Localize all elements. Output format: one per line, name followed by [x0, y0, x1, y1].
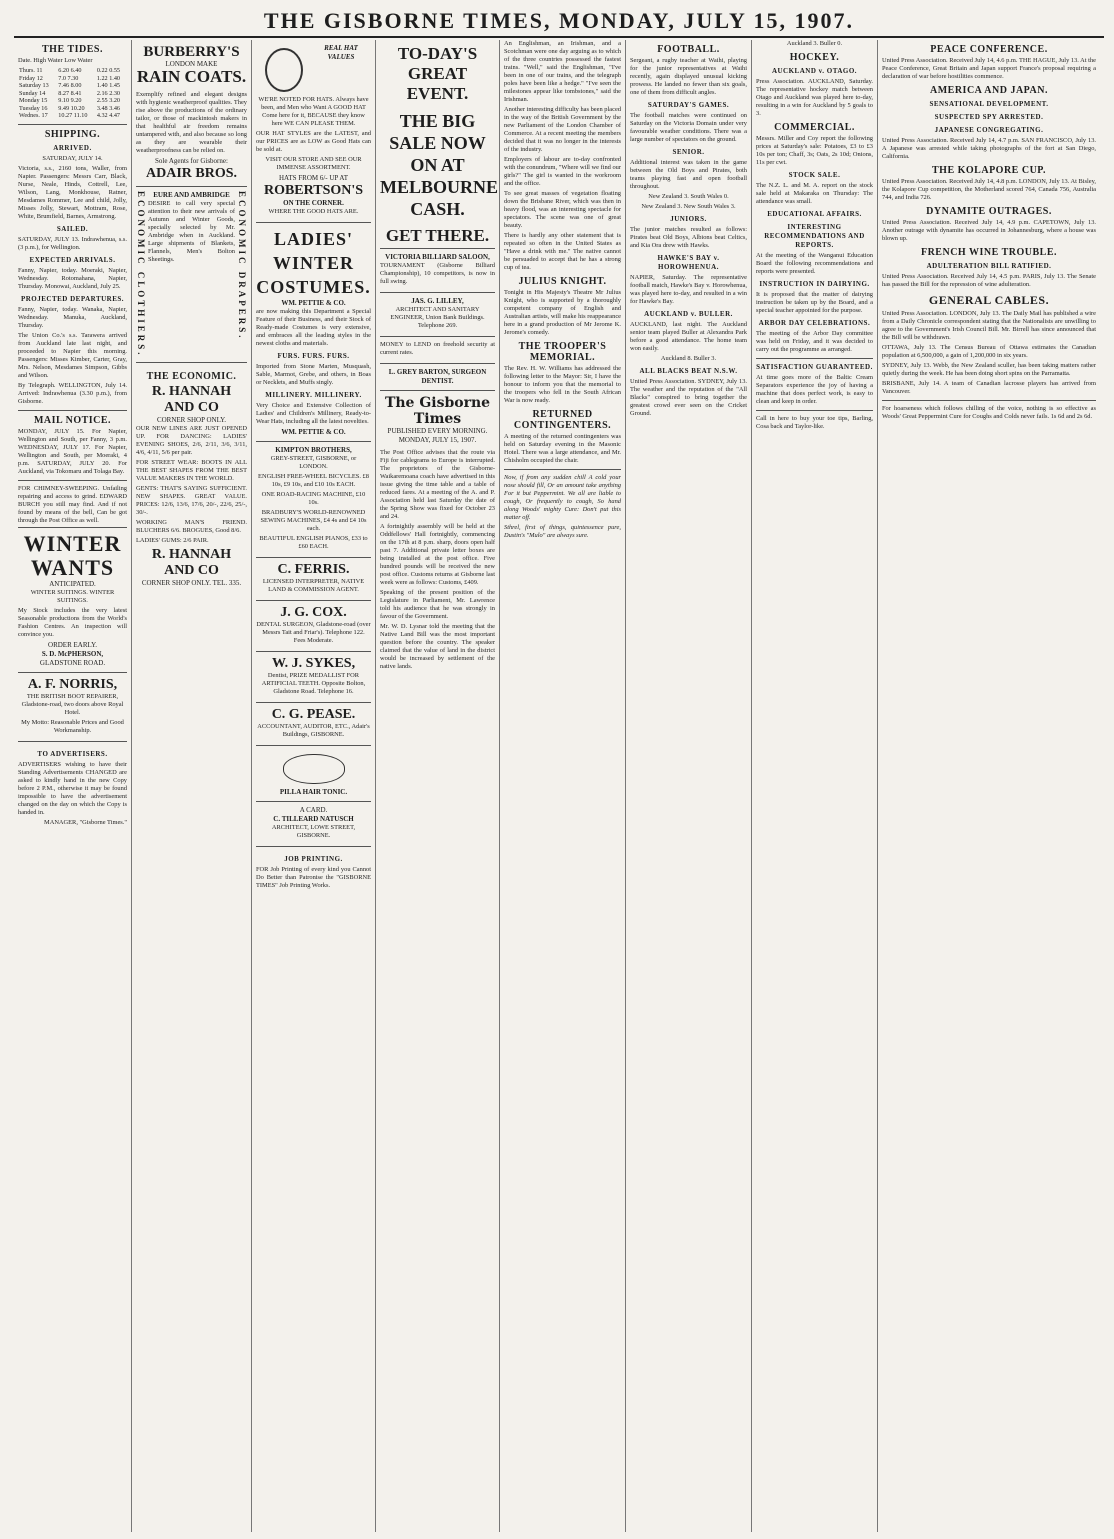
- tides-cell: 1.22 1.40: [96, 74, 121, 82]
- tides-cell: 9.10 9.20: [58, 97, 82, 104]
- winter-sub: ANTICIPATED.: [49, 579, 96, 588]
- tides-cell: 3.48 3.46: [96, 104, 121, 112]
- news-paragraph-5-5: There is hardly any other statement that is repeated so often in the United States as "Have a drink with me." The native cannot be persuaded to accept that he has a strong cup of tea.: [504, 232, 621, 271]
- tides-table: [18, 67, 127, 120]
- tides-cell: Tuesday 16: [19, 104, 48, 112]
- score-3: Auckland 8. Buller 3.: [660, 355, 717, 362]
- hawkes-heading: HAWKE'S BAY v. HOROWHENUA.: [657, 254, 720, 271]
- tides-cell: 9.49 10.20: [58, 104, 85, 112]
- shipping-heading: SHIPPING.: [44, 128, 101, 140]
- sykes-title: W. J. SYKES,: [271, 656, 356, 671]
- tides-row: [18, 97, 127, 105]
- allblacks-heading: ALL BLACKS BEAT N.S.W.: [639, 367, 738, 375]
- column-5: [500, 40, 626, 1532]
- tides-cell: 7.46 8.00: [58, 82, 82, 89]
- peace-heading: PEACE CONFERENCE.: [930, 44, 1048, 55]
- stock-heading: STOCK SALE.: [788, 171, 841, 179]
- hockey-text: Press Association. AUCKLAND, Saturday. The representative hockey match between Otago and Auckland was played here to-day, resulting in a win for Auckland by 5 goals to 3.: [756, 78, 873, 117]
- cox-sub: DENTAL SURGEON, Gladstone-road (over Messrs Tait and Friar's). Telephone 122. Fees Moderate.: [256, 621, 371, 644]
- masthead: [14, 6, 1104, 38]
- big-sale-title: THE BIG SALE NOW ON AT MELBOURNE CASH.: [380, 111, 499, 219]
- tides-row: [18, 67, 127, 75]
- money-text: MONEY to LEND on freehold security at current rates.: [380, 341, 495, 356]
- ottawa-text: OTTAWA, July 13. The Census Bureau of Ottawa estimates the Canadian population at 6,500,000, a gain of 1,200,000 in six years.: [882, 344, 1096, 359]
- saturday-text: The football matches were continued on Saturday on the Victoria Domain under very favourable weather conditions. There was a large number of spectators on the ground.: [630, 112, 747, 143]
- pettie2-title: WM. PETTIE & CO.: [281, 428, 346, 436]
- tides-row: [18, 105, 127, 113]
- french-text: United Press Association. Received July 14, 4.5 p.m. PARIS, July 13. The Senate has passed the Bill for the repression of wine adulteration.: [882, 273, 1096, 288]
- ambridge-title: EURE AND AMBRIDGE: [153, 191, 230, 199]
- tides-cell: Monday 15: [19, 97, 48, 104]
- news-paragraph-4: Mr. W. D. Lysnar told the meeting that the Native Land Bill was the most important question before the country. The speaker claimed that the value of land in the district would be increased by settlement of the native lands.: [380, 623, 495, 670]
- card-heading: A CARD.: [299, 806, 328, 814]
- hammer-text: Call in here to buy your toe tips, Barling, Cosa back and Taylor-like.: [756, 415, 873, 430]
- cables-heading: GENERAL CABLES.: [928, 293, 1050, 307]
- educational-heading: EDUCATIONAL AFFAIRS.: [767, 210, 862, 218]
- news-paragraph-1: The Post Office advises that the route via Fiji for cablegrams to Europe is interrupted. The proprietors of the Gisborne-Waikaremoana coach have advertised in this issue giving the time table and a table of reduced fares. At a meeting of the A. and P. Association held last Saturday the date of the Spring Show was fixed for October 23 and 24.: [380, 449, 495, 520]
- tides-cell: Saturday 13: [19, 82, 49, 89]
- pease-title: C. G. PEASE.: [271, 707, 356, 722]
- economic-drapers-vertical: ECONOMIC DRAPERS.: [237, 191, 247, 341]
- real-hat-values: REAL HAT VALUES: [324, 44, 358, 61]
- footer-text: For hoarseness which follows chilling of the voice, nothing is so effective as Woods' Great Peppermint Cure for Coughs and Colds never fails. 1s 6d and 2s 6d.: [882, 405, 1096, 420]
- millinery-heading: MILLINERY. MILLINERY.: [265, 391, 362, 399]
- satisfaction-text: At time goes more of the Baltic Cream Separators experience the joy of having a machine that does perfect work, is easy to clean and keep in order.: [756, 374, 873, 405]
- telegraph-text: By Telegraph. WELLINGTON, July 14. Arrived: Indrawhenua (3.30 p.m.), from Gisborne.: [18, 381, 127, 405]
- burberry-sub: LONDON MAKE: [165, 60, 218, 68]
- commercial-text: Messrs. Miller and Coy report the following prices at Saturday's sale: Potatoes, £3 to £3 10s per ton; Chaff, 3s; Oats, 2s 10d; Onions, 11s per cwt.: [756, 135, 873, 166]
- robertson-title: ROBERTSON'S: [263, 183, 364, 198]
- sole-agents: Sole Agents for Gisborne:: [155, 157, 228, 165]
- hats-text: OUR HAT STYLES are the LATEST, and our PRICES are as LOW as Good Hats can be sold at.: [256, 130, 371, 153]
- dynamite-heading: DYNAMITE OUTRAGES.: [926, 206, 1052, 217]
- tides-cell: Sunday 14: [19, 89, 46, 97]
- kolapore-heading: THE KOLAPORE CUP.: [932, 165, 1046, 176]
- visit-store: VISIT OUR STORE AND SEE OUR IMMENSE ASSORTMENT.: [265, 156, 362, 171]
- working-text: WORKING MAN'S FRIEND. BLUCHERS 6/6. BROGUES, Good 8/6.: [136, 518, 247, 534]
- tonic-title: PILLA HAIR TONIC.: [279, 788, 348, 796]
- auckland-heading: AUCKLAND v. BULLER.: [644, 310, 733, 318]
- column-3: [252, 40, 376, 1532]
- news-paragraph-3: Speaking of the present position of the Legislature in Parliament, Mr. Lawrence told his audience that he was strongly in favour of the Government.: [380, 589, 495, 620]
- hats-noted: WE'RE NOTED FOR HATS. Always have been, and Men who Want A GOOD HAT Come here for it, BECAUSE they know here WE CAN PLEASE THEM.: [258, 96, 369, 127]
- tides-row: [18, 82, 127, 90]
- projected-heading: PROJECTED DEPARTURES.: [20, 294, 125, 303]
- senior-heading: SENIOR.: [672, 148, 705, 156]
- corner-sub: WHERE THE GOOD HATS ARE.: [268, 208, 359, 215]
- ferris-title: C. FERRIS.: [277, 562, 350, 577]
- projected-text: Fanny, Napier, today. Wanaka, Napier, Wednesday. Manuka, Auckland, Thursday.: [18, 305, 127, 329]
- ladies-costumes-title: LADIES' WINTER COSTUMES.: [256, 229, 371, 297]
- paper-date: MONDAY, JULY 15, 1907.: [398, 436, 477, 444]
- tilleard-sub: ARCHITECT, LOWE STREET, GISBORNE.: [271, 824, 356, 839]
- economic-clothiers-vertical: ECONOMIC CLOTHIERS.: [136, 191, 146, 358]
- japan-text: United Press Association. Received July 14, 4.7 p.m. SAN FRANCISCO, July 13. A Japanese was arrested while taking photographs of the fort at San Diego, California.: [882, 137, 1096, 160]
- ferris-sub: LICENSED INTERPRETER, NATIVE LAND & COMMISSION AGENT.: [262, 578, 365, 593]
- football-text: Sergeant, a rugby teacher at Waihi, playing for the junior representatives at Waihi recently, again displayed unusual kicking prowess. He landed no fewer than six goals, one of them from difficult angles.: [630, 57, 747, 96]
- juniors-heading: JUNIORS.: [670, 215, 707, 223]
- tides-cell: 2.55 3.20: [96, 97, 121, 104]
- norris-sub: THE BRITISH BOOT REPAIRER, Gladstone-road, two doors above Royal Hotel.: [21, 692, 124, 716]
- tides-row: [18, 90, 127, 98]
- arbor-heading: ARBOR DAY CELEBRATIONS.: [758, 319, 871, 327]
- cox-title: J. G. COX.: [280, 605, 347, 620]
- sydney-text: SYDNEY, July 13. Webb, the New Zealand sculler, has been taking matters rather quietly during the week. He has been doing short spins on the Parramatta.: [882, 362, 1096, 377]
- hats-from: HATS FROM 6/- UP AT: [279, 174, 348, 182]
- tides-cell: 1.40 1.45: [96, 82, 121, 89]
- get-there-title: GET THERE.: [385, 226, 490, 245]
- bicycles-text: ENGLISH FREE-WHEEL BICYCLES. £8 10s, £9 10s, and £10 10s EACH.: [258, 473, 369, 488]
- hockey-heading: HOCKEY.: [789, 52, 840, 63]
- furs-text: Imported from Stone Marten, Musquash, Sable, Marmot, Grebe, and others, in Boas or Necklets, and Muffs singly.: [256, 363, 371, 386]
- america-heading: AMERICA AND JAPAN.: [930, 85, 1048, 96]
- expected-text: Fanny, Napier, today. Moeraki, Napier, Wednesday. Rotomahana, Napier, Thursday. Monowai, Auckland, July 25.: [18, 266, 127, 290]
- column-4: [376, 40, 500, 1532]
- mail-heading: MAIL NOTICE.: [33, 414, 112, 426]
- news-paragraph-2: A fortnightly assembly will be held at the Oddfellows' Hall fortnightly, commencing on the 17th at 8 p.m. sharp, doors open half past 7. Additional private letter boxes are being installed at the post office. Five hundred pounds will be received the new post office. Customs returns at Gisborne last week were as follows: Customs, £409.: [380, 523, 495, 586]
- tides-row: [18, 75, 127, 83]
- masthead-date: MONDAY, JULY 15, 1907.: [559, 8, 855, 33]
- football-heading: FOOTBALL.: [657, 44, 720, 55]
- senior-text: Additional interest was taken in the game between the Old Boys and Pirates, both teams playing fast and open football throughout.: [630, 159, 747, 190]
- winter-items: WINTER SUITINGS. WINTER SUITINGS.: [30, 588, 115, 604]
- commercial-heading: COMMERCIAL.: [774, 122, 855, 133]
- machine-text: ONE ROAD-RACING MACHINE, £10 10s.: [261, 491, 366, 506]
- adair-bros: ADAIR BROS.: [145, 166, 237, 181]
- paper-title: The Gisborne Times: [384, 395, 491, 427]
- news-paragraph-5-1: An Englishman, an Irishman, and a Scotchman were one day arguing as to which of the three countries possessed the fastest trains. "Well," said the Englishman, "I've been in one of our trains, and the telegraph poles have been like a hedge." "I've seen the milestones appear like tombstones," said the Irishman.: [504, 40, 621, 103]
- news-paragraph-5-4: To see great masses of vegetation floating down the Brisbane River, which was then in heavy flood, was an interesting spectacle for spectators. The scene was one of great beauty.: [504, 190, 621, 229]
- tonic-bottle-icon: [283, 754, 345, 784]
- winter-wants-title: WINTER WANTS: [23, 530, 122, 580]
- julius-heading: JULIUS KNIGHT.: [518, 276, 607, 287]
- gents-text: GENTS: THAT'S SAYING SUFFICIENT. NEW SHAPES. GREAT VALUE. PRICES: 12/6, 13/6, 17/6, 20/-, 22/6, 25/-, 30/-.: [136, 484, 247, 516]
- norris-name: A. F. NORRIS,: [27, 676, 118, 692]
- furs-heading: FURS. FURS. FURS.: [277, 352, 350, 360]
- chimney-ad: FOR CHIMNEY-SWEEPING. Unfailing repairing and access to grind. EDWARD BURCH you still may find. And if not found by means of the bell, Can be got through the Post Office as well.: [18, 484, 127, 524]
- tides-cell: 10.27 11.10: [58, 112, 88, 119]
- score-2: New Zealand 3. New South Wales 3.: [641, 203, 736, 210]
- economic-title: THE ECONOMIC.: [146, 370, 237, 382]
- trooper-text: The Rev. H. W. Williams has addressed the following letter to the Mayor: Sir, I have the honour to inform you that the memorial to the troopers who fell in the South African War is now ready.: [504, 365, 621, 404]
- column-2: [132, 40, 252, 1532]
- lilley-sub: ARCHITECT AND SANITARY ENGINEER, Union Bank Buildings. Telephone 269.: [390, 306, 485, 329]
- returned-text: A meeting of the returned contingenters was held on Saturday evening in the Masonic Hotel. There was a large attendance, and Mr. Chisholm occupied the chair.: [504, 433, 621, 464]
- pettie-text: are now making this Department a Special Feature of their Business, and their Stock of Ready-made Costumes is very extensive, and embraces all the leading styles in the newest cloths and materials.: [256, 308, 371, 347]
- tides-cell: 4.32 4.47: [96, 112, 121, 119]
- kimpton-sub: GREY-STREET, GISBORNE, or LONDON.: [270, 455, 357, 470]
- sensational-heading: SENSATIONAL DEVELOPMENT.: [929, 100, 1049, 108]
- arbor-text: The meeting of the Arbor Day committee was held on Friday, and it was decided to carry out the programme as arranged.: [756, 330, 873, 353]
- allblacks-text: United Press Association. SYDNEY, July 13. The weather and the reputation of the "All Blacks" conspired to bring together the greatest crowd ever seen on the Cricket Ground.: [630, 378, 747, 417]
- masthead-title: THE GISBORNE TIMES,: [263, 8, 552, 33]
- brisbane-text: BRISBANE, July 14. A team of Canadian lacrosse players has arrived from Vancouver.: [882, 380, 1096, 395]
- column-6: [626, 40, 752, 1532]
- peace-text: United Press Association. Received July 14, 4.6 p.m. THE HAGUE, July 13. At the Peace Conference, Great Britain and Japan support France's proposal requiring a declaration of war before hostilities commence.: [882, 57, 1096, 80]
- mcpherson-name: S. D. McPHERSON,: [41, 649, 104, 658]
- billiard-text: TOURNAMENT (Gisborne Billiard Championship), 10 competitors, is now in full swing.: [380, 262, 495, 285]
- on-the-corner: ON THE CORNER.: [283, 199, 344, 207]
- juniors-text: The junior matches resulted as follows: Pirates beat Old Boys, Albions beat Celtics, and Kia Ora drew with Hawks.: [630, 226, 747, 249]
- educational-text: At the meeting of the Wanganui Education Board the following recommendations and reports were presented.: [756, 252, 873, 275]
- score-4: Auckland 3. Buller 0.: [786, 40, 843, 47]
- tides-cell: 8.27 8.41: [58, 89, 82, 97]
- french-heading: FRENCH WINE TROUBLE.: [920, 247, 1058, 258]
- news-paragraph-5-2: Another interesting difficulty has been placed in the way of the British Government by the new Parliament of the London Chamber of Commerce. At a recent meeting the members decided that it was no longer in the interests of the industry.: [504, 106, 621, 153]
- japanese-heading: JAPANESE CONGREGATING.: [934, 126, 1044, 134]
- verse-text: Now, if from any sudden chill A cold your nose should fill, Or an amount take anything For it but Peppermint. We all are liable to cough, Or frequently to cough, So hand along Woods' mighty Cure: Don't put this matter off.: [504, 474, 621, 521]
- tides-row: [18, 112, 127, 120]
- hannah-text: OUR NEW LINES ARE JUST OPENED UP. FOR DANCING: LADIES' EVENING SHOES, 2/6, 2/11, 3/6, 3/11, 4/6, 4/11, 5/6 per pair.: [136, 424, 247, 456]
- educational-sub: INTERESTING RECOMMENDATIONS AND REPORTS.: [764, 223, 865, 249]
- pettie-title: WM. PETTIE & CO.: [281, 299, 346, 307]
- barton-title: L. GREY BARTON, SURGEON DENTIST.: [388, 368, 487, 385]
- trooper-heading: THE TROOPER'S MEMORIAL.: [518, 341, 607, 363]
- raincoats-title: RAIN COATS.: [136, 67, 247, 86]
- ambridge-text: DESIRE to call very special attention to their new arrivals of Autumn and Winter Goods, specially selected by Mr. Ambridge when in Auckland. Large shipments of Blankets, Flannels, Men's Bolton Sheetings.: [148, 200, 235, 263]
- winter-text: My Stock includes the very latest Seasonable productions from the World's Fashion Centres. An inspection will convince you.: [18, 606, 127, 638]
- bradbury-text: BRADBURY'S WORLD-RENOWNED SEWING MACHINES, £4 4s and £4 10s each.: [260, 509, 367, 532]
- tides-cell: 7.0 7.30: [58, 74, 79, 82]
- mcpherson-road: GLADSTONE ROAD.: [39, 658, 106, 667]
- tides-cell: Thurs. 11: [19, 67, 43, 74]
- hannah2-sub: CORNER SHOP ONLY. TEL. 335.: [141, 578, 242, 587]
- adulteration-heading: ADULTERATION BILL RATIFIED.: [926, 262, 1052, 270]
- hawkes-text: NAPIER, Saturday. The representative football match, Hawke's Bay v. Horowhenua, was played here to-day, and resulted in a win for Hawke's Bay.: [630, 274, 747, 305]
- advertisers-text: ADVERTISERS wishing to have their Standing Advertisements CHANGED are asked to kindly hand in the new Copy before 2 P.M., otherwise it may be found impossible to have the advertisement changed on the day on which the Copy is handed in.: [18, 760, 127, 816]
- job-text: FOR Job Printing of every kind you Cannot Do Better than Patronise the "GISBORNE TIMES" Job Printing Works.: [256, 866, 371, 889]
- sykes-sub: Dentist, PRIZE MEDALLIST FOR ARTIFICIAL TEETH. Opposite Bolton, Gladstone Road. Telephone 16.: [261, 672, 366, 695]
- satisfaction-heading: SATISFACTION GUARANTEED.: [756, 363, 873, 371]
- cables-text: United Press Association. LONDON, July 13. The Daily Mail has published a wire from a Daily Chronicle correspondent stating that the Nationalists are unwilling to agree to the Government's Irish Council Bill. Mr. Birrell has since announced that the Bill will be withdrawn.: [882, 310, 1096, 341]
- training-heading: INSTRUCTION IN DAIRYING.: [759, 280, 870, 288]
- mail-text: MONDAY, JULY 15. For Napier, Wellington and South, per Fanny, 3 p.m. WEDNESDAY, JULY 17. For Napier, Wellington and South, per Moeraki, 4 p.m. SATURDAY, JULY 20. For Auckland, via Tokomaru and Tolaga Bay.: [18, 427, 127, 475]
- arrived-text: Victoria, s.s., 2160 tons, Waller, from Napier. Passengers: Messrs Carr, Black, Nurse, Neale, Hinds, Cottrell, Lee, Wilson, Lang, Monkhouse, Ratner, Mesdames Rommer, Lee and child, Jolly, Misses Jolly, Stewart, Mottram, Rose, White, Brumfield, Barnes, Armstrong.: [18, 164, 127, 220]
- arrived-heading: ARRIVED.: [53, 143, 92, 152]
- burberry-title: BURBERRY'S: [143, 44, 240, 60]
- sailed-text: SATURDAY, JULY 13. Indrawhenua, s.s. (3 p.m.), for Wellington.: [18, 235, 127, 251]
- published-text: PUBLISHED EVERY MORNING.: [387, 427, 488, 435]
- norris-motto: My Motto: Reasonable Prices and Good Workmanship.: [21, 718, 124, 734]
- verse-sign: Sthrel, first of things, quintessence pure, Dustin's "Mulo" are always sure.: [504, 524, 621, 539]
- column-7: [752, 40, 878, 1532]
- suspected-heading: SUSPECTED SPY ARRESTED.: [934, 113, 1044, 121]
- manager-sign: MANAGER, "Gisborne Times.": [44, 818, 127, 826]
- hannah2-title: R. HANNAH AND CO: [151, 546, 232, 578]
- saturday-heading: SATURDAY'S GAMES.: [647, 101, 730, 109]
- winter-order: ORDER EARLY.: [48, 640, 97, 649]
- pease-sub: ACCOUNTANT, AUDITOR, ETC., Adair's Buildings, GISBORNE.: [257, 723, 370, 738]
- job-heading: JOB PRINTING.: [284, 855, 343, 863]
- pianos-text: BEAUTIFUL ENGLISH PIANOS, £33 to £60 EACH.: [259, 535, 368, 550]
- millinery-text: Very Choice and Extensive Collection of Ladies' and Children's Millinery, Ready-to-Wear Hats, including all the latest novelties.: [256, 402, 371, 425]
- union-text: The Union Co.'s s.s. Tarawera arrived from Auckland late last night, and proceeded to Napier this morning. Passengers: Misses Kimber, Carter, Gray, Mrs. Nelson, Mesdames Simpson, Gibbs and Wilson.: [18, 331, 127, 379]
- column-1: [14, 40, 132, 1532]
- tilleard-title: C. TILLEARD NATUSCH: [273, 815, 354, 823]
- score-1: New Zealand 3. South Wales 0.: [648, 193, 729, 200]
- tides-cell: Friday 12: [19, 74, 43, 82]
- lilley-title: JAS. G. LILLEY,: [411, 297, 464, 305]
- billiard-title: VICTORIA BILLIARD SALOON,: [385, 253, 490, 261]
- tides-cell: 6.20 6.40: [58, 67, 82, 74]
- hockey-sub: AUCKLAND v. OTAGO.: [771, 67, 858, 75]
- column-8: [878, 40, 1100, 1532]
- burberry-text: Exemplify refined and elegant designs with hygienic weatherproof qualities. They rise above the productions of the ordinary tailor, or those of mackintosh makers in that healthful air freedom remains untampered with, and also because so long as they are wearable their weatherproofness can be relied on.: [136, 91, 247, 154]
- julius-text: Tonight in His Majesty's Theatre Mr Julius Knight, who is supported by a thoroughly competent company of English and Australian artists, will make his reappearance here in a grand production of Mr Jerome K. Jerome's comedy.: [504, 289, 621, 336]
- tides-cell: 0.22 0.55: [96, 67, 121, 74]
- tides-heading: THE TIDES.: [42, 44, 103, 55]
- returned-heading: RETURNED CONTINGENTERS.: [513, 409, 612, 431]
- advertisers-heading: TO ADVERTISERS.: [37, 749, 108, 758]
- sailed-heading: SAILED.: [56, 224, 89, 233]
- news-paragraph-5-3: Employers of labour are to-day confronted with the conundrum, "Where will we find our girls?" The girl is wanted in the workroom and the office.: [504, 156, 621, 187]
- training-text: It is proposed that the matter of dairying instruction be taken up by the Board, and a special teacher appointed for the purpose.: [756, 291, 873, 314]
- hannah-sub: CORNER SHOP ONLY.: [156, 415, 227, 424]
- kolapore-text: United Press Association. Received July 14, 4.8 p.m. LONDON, July 13. At Bisley, the Kolapore Cup competition, the Motherland scored 764, Canada 756, Australia 744, and India 726.: [882, 178, 1097, 201]
- gums-text: LADIES' GUMS: 2/6 PAIR.: [136, 536, 209, 544]
- auckland-text: AUCKLAND, last night. The Auckland senior team played Buller at Alexandra Park before a good attendance. The home team won easily.: [630, 321, 747, 352]
- arrived-date: SATURDAY, JULY 14.: [42, 154, 103, 162]
- street-text: FOR STREET WEAR: BOOTS IN ALL THE BEST SHAPES FROM THE BEST VALUE MAKERS IN THE WORLD.: [136, 458, 247, 482]
- tides-cell: 2.16 2.30: [96, 89, 121, 97]
- tides-header: Date. High Water Low Water: [18, 57, 93, 64]
- hannah-title: R. HANNAH AND CO: [151, 383, 232, 415]
- kimpton-title: KIMPTON BROTHERS,: [275, 446, 352, 454]
- expected-heading: EXPECTED ARRIVALS.: [29, 255, 116, 264]
- stock-text: The N.Z. L. and M. A. report on the stock sale held at Makaraka on Thursday: The attendance was small.: [756, 182, 873, 205]
- today-title: TO-DAY'S GREAT EVENT.: [397, 44, 478, 103]
- dynamite-text: United Press Association. Received July 14, 4.9 p.m. CAPETOWN, July 13. Another outrage with dynamite has occurred in Johannesburg, where a house was blown up.: [882, 219, 1096, 242]
- face-illustration-icon: [265, 48, 303, 92]
- tides-cell: Wednes. 17: [19, 112, 48, 119]
